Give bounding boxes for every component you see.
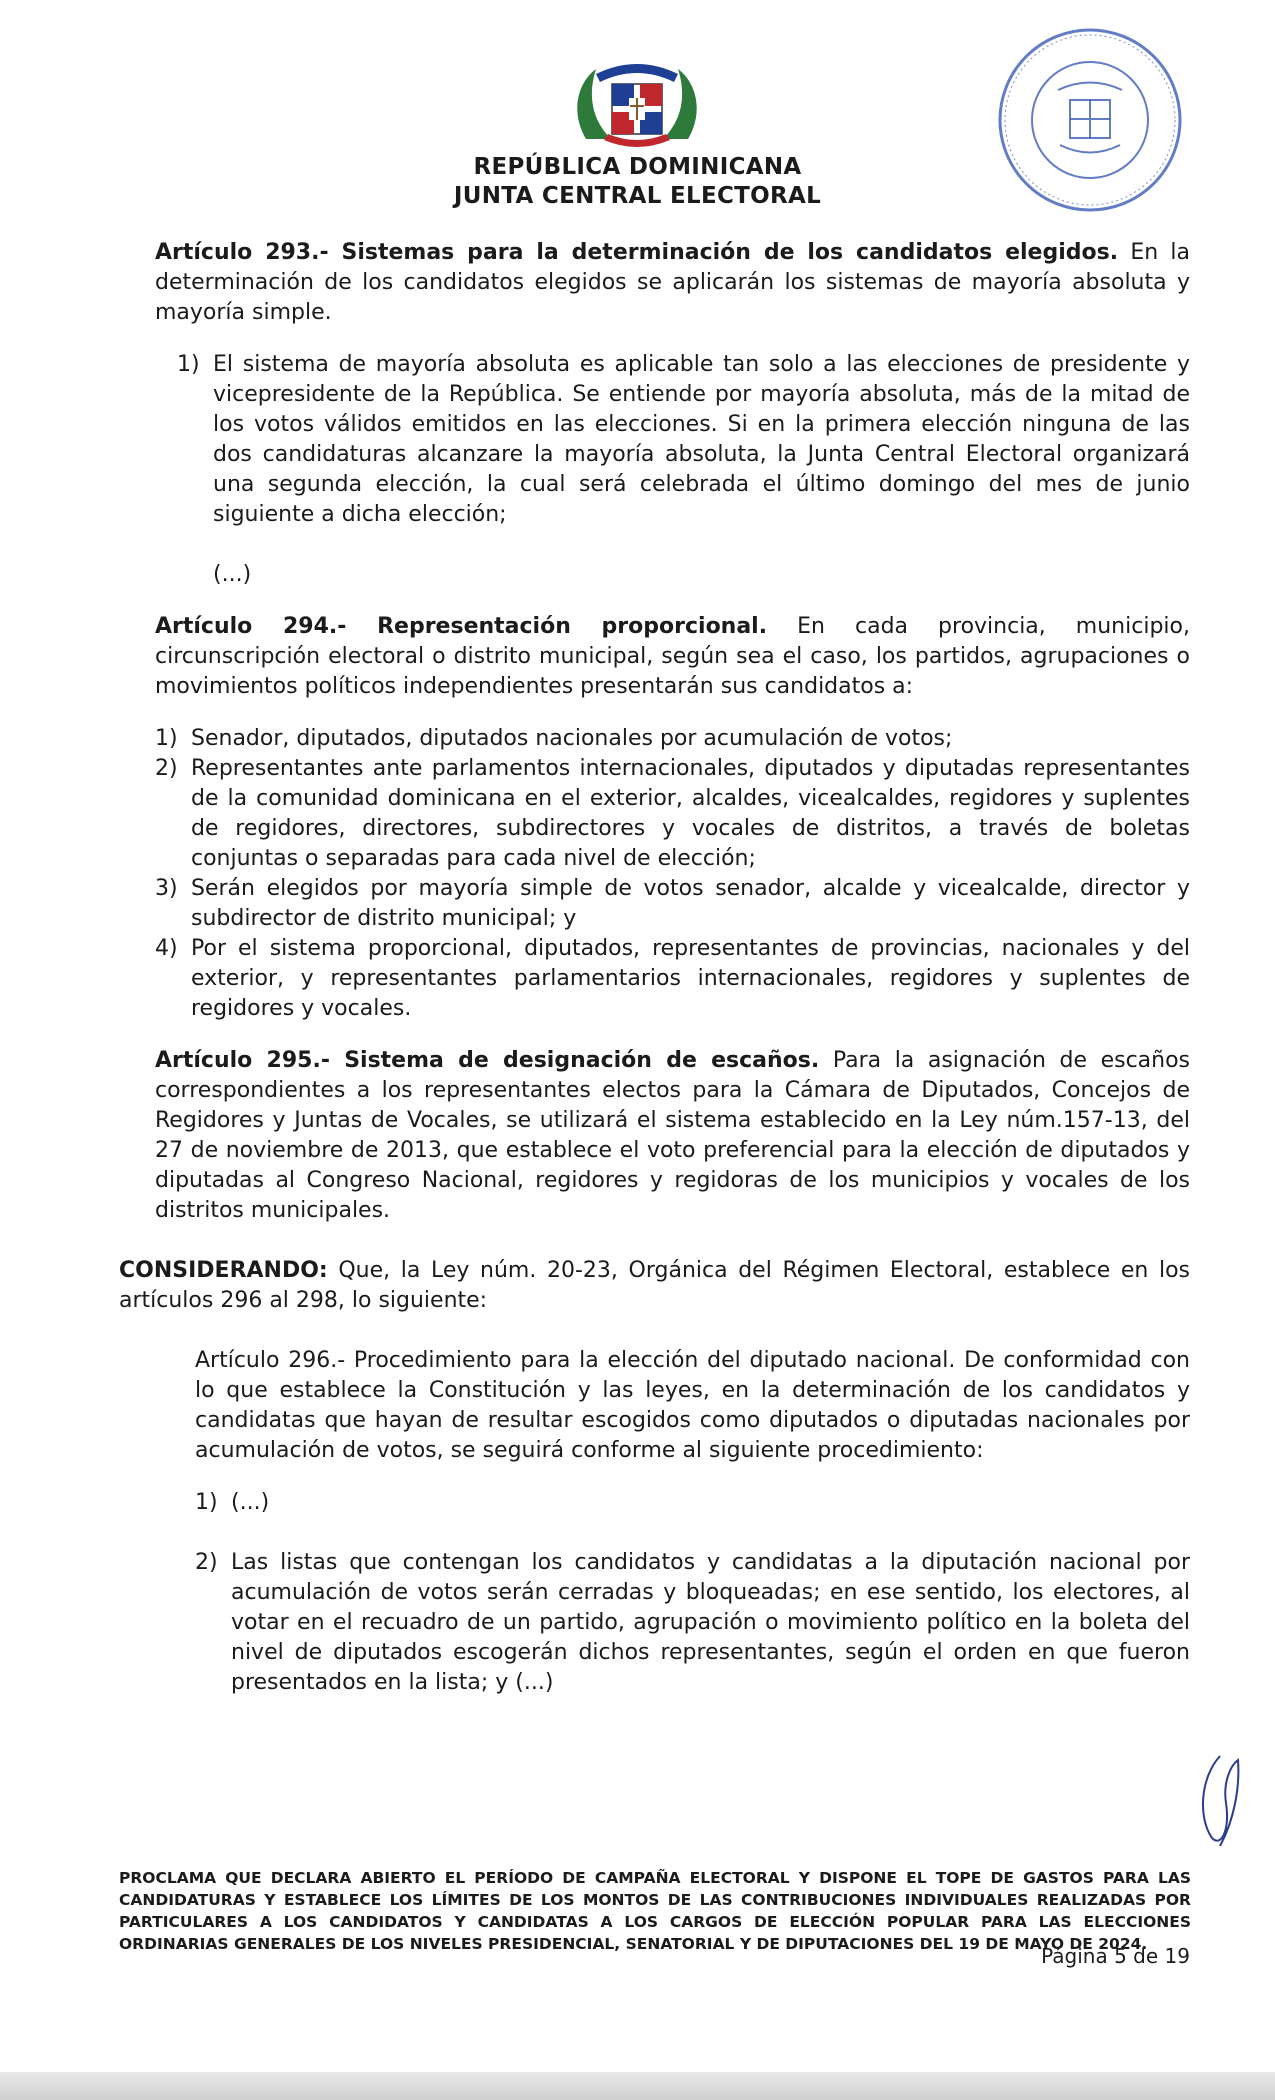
list-item: [195, 1548, 1190, 1698]
list-item-number: 1): [177, 352, 200, 377]
list-item-number: 2): [155, 756, 178, 781]
article-293-text: En la determinación de los candidatos elegidos se aplicarán los sistemas de mayoría absoluta y mayoría simple.: [155, 240, 1190, 325]
list-item-text: Las listas que contengan los candidatos y candidatas a la diputación nacional por acumulación de votos serán cerradas y bloqueadas; en ese sentido, los electores, al votar en el recuadro de un partido, agrupación o movimiento político en la boleta del nivel de diputados escogerán dichos representantes, según el orden en que fueron presentados en la lista; y (...): [231, 1550, 1190, 1695]
list-item-text: El sistema de mayoría absoluta es aplicable tan solo a las elecciones de presidente y vicepresidente de la República. Se entiende por mayoría absoluta, más de la mitad de los votos válidos emitidos en las elecciones. Si en la primera elección ninguna de las dos candidaturas alcanzare la mayoría absoluta, la Junta Central Electoral organizará una segunda elección, la cual será celebrada el último domingo del mes de junio siguiente a dicha elección;: [213, 352, 1190, 527]
article-293-list: [177, 350, 1190, 530]
list-item-number: 2): [195, 1550, 218, 1575]
article-295-title: Artículo 295.- Sistema de designación de escaños.: [155, 1048, 820, 1073]
list-item-number: 1): [155, 726, 178, 751]
document-body: [119, 238, 1191, 1698]
header-country: REPÚBLICA DOMINICANA: [473, 154, 802, 180]
handwritten-initials-icon: [1190, 1748, 1250, 1858]
article-294: [155, 612, 1190, 702]
list-item-number: 3): [155, 876, 178, 901]
page-bottom-edge: [0, 2072, 1275, 2100]
article-293: [155, 238, 1190, 328]
considerando-text: Que, la Ley núm. 20-23, Orgánica del Régimen Electoral, establece en los artículos 296 al 298, lo siguiente:: [119, 1258, 1190, 1313]
article-296-list: [195, 1488, 1190, 1698]
list-item: [177, 350, 1190, 530]
list-item-text: Representantes ante parlamentos internacionales, diputados y diputadas representantes de la comunidad dominicana en el exterior, alcaldes, vicealcaldes, regidores y suplentes de regidores, directores, subdirectores y vocales de distritos, a través de boletas conjuntas o separadas para cada nivel de elección;: [191, 756, 1190, 871]
list-item-text: (...): [231, 1490, 270, 1515]
list-item: [155, 724, 1190, 754]
article-294-title: Artículo 294.- Representación proporcional.: [155, 614, 768, 639]
article-295-text: Para la asignación de escaños correspondientes a los representantes electos para la Cámara de Diputados, Concejos de Regidores y Juntas de Vocales, se utilizará el sistema establecido en la Ley núm.157-13, del 27 de noviembre de 2013, que establece el voto preferencial para la elección de diputados y diputadas al Congreso Nacional, regidores y regidoras de los municipios y vocales de los distritos municipales.: [155, 1048, 1191, 1223]
footer-proclamation: PROCLAMA QUE DECLARA ABIERTO EL PERÍODO DE CAMPAÑA ELECTORAL Y DISPONE EL TOPE DE GASTOS PARA LAS CANDIDATURAS Y ESTABLECE LOS LÍMITES DE LOS MONTOS DE LAS CONTRIBUCIONES INDIVIDUALES REALIZADAS POR PARTICULARES A LOS CANDIDATOS Y CANDIDATAS A LOS CARGOS DE ELECCIÓN POPULAR PARA LAS ELECCIONES ORDINARIAS GENERALES DE LOS NIVELES PRESIDENCIAL, SENATORIAL Y DE DIPUTACIONES DEL 19 DE MAYO DE 2024.: [119, 1869, 1191, 1953]
list-item-text: Serán elegidos por mayoría simple de votos senador, alcalde y vicealcalde, director y subdirector de distrito municipal; y: [191, 876, 1190, 931]
page-number: Página 5 de 19: [1041, 1944, 1190, 1968]
article-294-text: En cada provincia, municipio, circunscripción electoral o distrito municipal, según sea el caso, los partidos, agrupaciones o movimientos políticos independientes presentarán sus candidatos a:: [155, 614, 1190, 699]
list-item-text: Por el sistema proporcional, diputados, representantes de provincias, nacionales y del exterior, y representantes parlamentarios internacionales, regidores y suplentes de regidores y vocales.: [191, 936, 1190, 1021]
article-294-list: [155, 724, 1190, 1024]
list-item: [155, 934, 1190, 1024]
considerando-label: CONSIDERANDO:: [119, 1258, 328, 1283]
list-item-number: 4): [155, 936, 178, 961]
quoted-article-296: [195, 1346, 1190, 1698]
coat-of-arms-icon: [566, 54, 708, 154]
list-item: [155, 754, 1190, 874]
header-institution: JUNTA CENTRAL ELECTORAL: [453, 183, 822, 209]
article-295: [155, 1046, 1190, 1226]
list-item-number: 1): [195, 1490, 218, 1515]
list-item: [155, 874, 1190, 934]
article-293-ellipsis: (...): [213, 562, 252, 587]
article-296-text: Artículo 296.- Procedimiento para la elección del diputado nacional. De conformidad con lo que establece la Constitución y las leyes, en la determinación de los candidatos y candidatas que hayan de resultar escogidos como diputados o diputadas nacionales por acumulación de votos, se seguirá conforme al siguiente procedimiento:: [195, 1348, 1190, 1463]
article-293-title: Artículo 293.- Sistemas para la determinación de los candidatos elegidos.: [155, 240, 1119, 265]
list-item: [195, 1488, 1190, 1518]
considerando-paragraph: [119, 1256, 1190, 1316]
list-item-text: Senador, diputados, diputados nacionales por acumulación de votos;: [191, 726, 953, 751]
